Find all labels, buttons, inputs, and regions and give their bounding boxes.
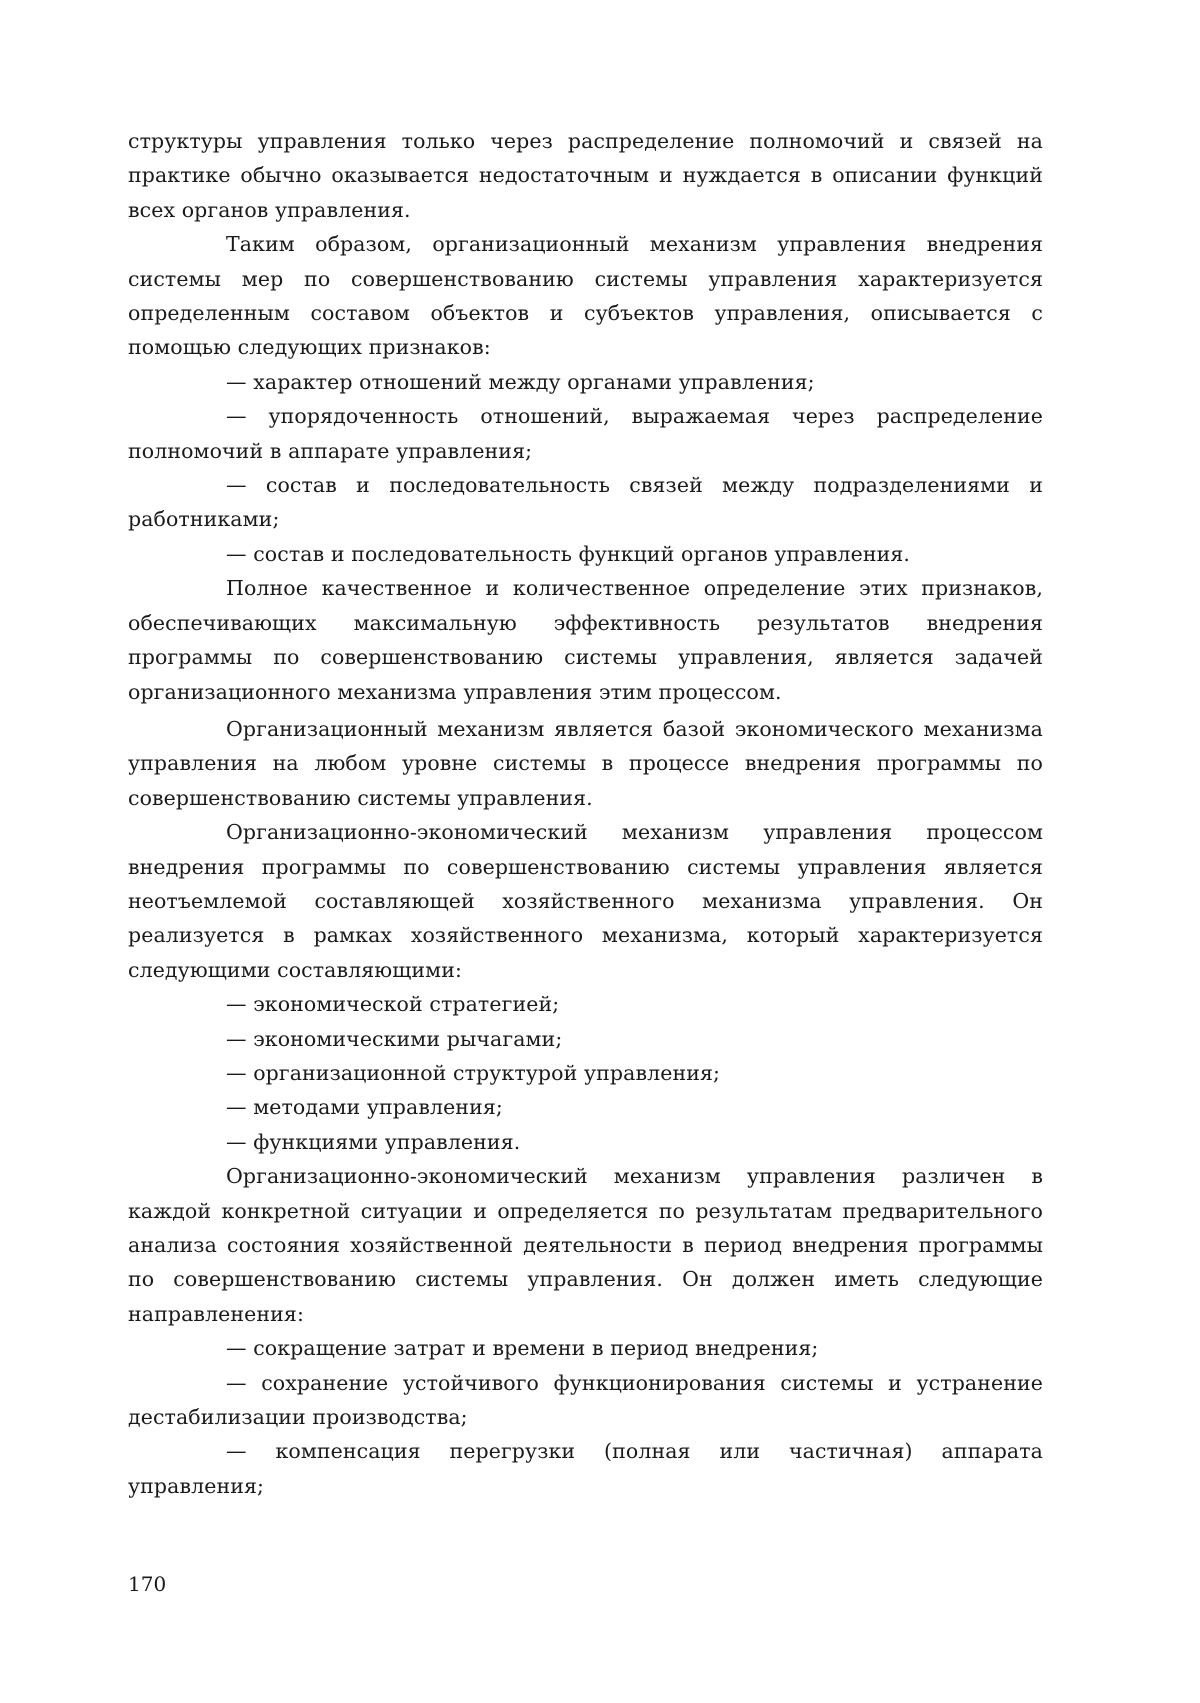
list-item: — экономической стратегией; (128, 987, 1043, 1021)
paragraph: Организационно-экономический механизм управления различен в каждой конкретной ситуации и определяется по результатам предварительного анализа состояния хозяйственной деятельности в период внедрения программы по совершенствованию системы управления. Он должен иметь следующие направленения: (128, 1159, 1043, 1331)
paragraph: Таким образом, организационный механизм управления внедрения системы мер по совершенствованию системы управления характеризуется определенным составом объектов и субъектов управления, описывается с помощью следующих признаков: (128, 227, 1043, 365)
document-page (0, 0, 1200, 1703)
list-item: — упорядоченность отношений, выражаемая через распределение полномочий в аппарате управления; (128, 399, 1043, 468)
list-item: — состав и последовательность функций органов управления. (128, 537, 1043, 571)
paragraph: Организационный механизм является базой экономического механизма управления на любом уровне системы в процессе внедрения программы по совершенствованию системы управления. (128, 712, 1043, 815)
paragraph: Организационно-экономический механизм управления процессом внедрения программы по совершенствованию системы управления является неотъемлемой составляющей хозяйственного механизма управления. Он реализуется в рамках хозяйственного механизма, который характеризуется следующими составляющими: (128, 815, 1043, 987)
list-item: — состав и последовательность связей между подразделениями и работниками; (128, 468, 1043, 537)
list-item: — характер отношений между органами управления; (128, 365, 1043, 399)
list-item: — компенсация перегрузки (полная или частичная) аппарата управления; (128, 1434, 1043, 1503)
list-item: — методами управления; (128, 1090, 1043, 1124)
page-text-body (128, 124, 1043, 1503)
page-number: 170 (128, 1572, 166, 1596)
paragraph-continuation: структуры управления только через распределение полномочий и связей на практике обычно оказывается недостаточным и нуждается в описании функций всех органов управления. (128, 124, 1043, 227)
list-item: — сохранение устойчивого функционирования системы и устранение дестабилизации производства; (128, 1366, 1043, 1435)
list-item: — сокращение затрат и времени в период внедрения; (128, 1331, 1043, 1365)
list-item: — функциями управления. (128, 1125, 1043, 1159)
list-item: — экономическими рычагами; (128, 1022, 1043, 1056)
list-item: — организационной структурой управления; (128, 1056, 1043, 1090)
paragraph: Полное качественное и количественное определение этих признаков, обеспечивающих максимальную эффективность результатов внедрения программы по совершенствованию системы управления, является задачей организационного механизма управления этим процессом. (128, 571, 1043, 709)
